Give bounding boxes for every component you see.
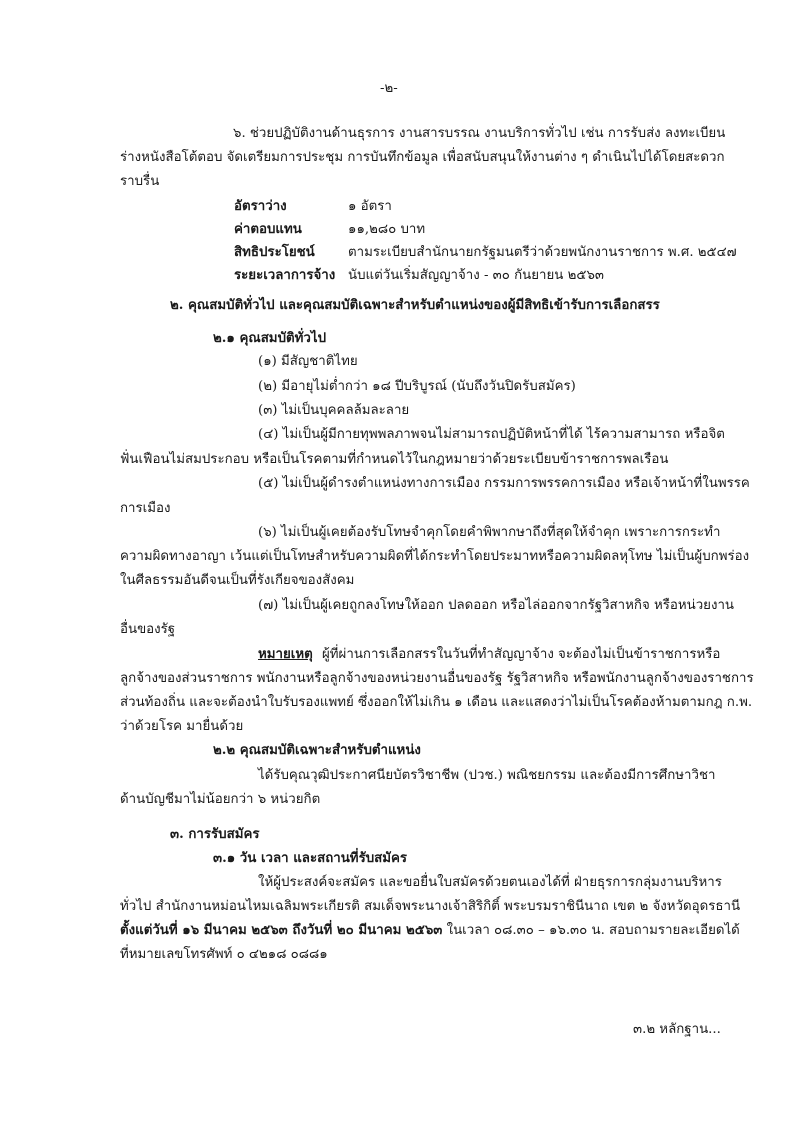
page-number: -๒- [380, 81, 398, 96]
job-info-value-salary: ๑๑,๒๘๐ บาท [348, 222, 426, 237]
job-info-value-benefits: ตามระเบียบสำนักนายกรัฐมนตรีว่าด้วยพนักงานราชการ พ.ศ. ๒๕๔๗ [348, 245, 737, 260]
qualification-7-line2: อื่นของรัฐ [120, 622, 176, 637]
continuation-marker: ๓.๒ หลักฐาน... [633, 1022, 721, 1037]
section3-1-line1: ให้ผู้ประสงค์จะสมัคร และขอยื่นใบสมัครด้วยตนเองได้ที่ ฝ่ายธุรการกลุ่มงานบริหาร [258, 875, 722, 890]
qualification-2: (๒) มีอายุไม่ต่ำกว่า ๑๘ ปีบริบูรณ์ (นับถึงวันปิดรับสมัคร) [258, 379, 576, 394]
section2-heading: ๒. คุณสมบัติทั่วไป และคุณสมบัติเฉพาะสำหรับตำแหน่งของผู้มีสิทธิเข้ารับการเลือกสรร [170, 298, 660, 313]
qualification-5-line2: การเมือง [120, 501, 171, 516]
qualification-6-line2: ความผิดทางอาญา เว้นแต่เป็นโทษสำหรับความผิดที่ได้กระทำโดยประมาทหรือความผิดลหุโทษ ไม่เป็นผู้บกพร่อง [120, 549, 750, 564]
job-info-value-vacancy: ๑ อัตรา [348, 199, 392, 214]
item6-line1: ๖. ช่วยปฏิบัติงานด้านธุรการ งานสารบรรณ งานบริการทั่วไป เช่น การรับส่ง ลงทะเบียน [233, 126, 726, 141]
item6-line3: ราบรื่น [120, 174, 160, 189]
section2-1-heading: ๒.๑ คุณสมบัติทั่วไป [213, 331, 327, 346]
qualification-7-line1: (๗) ไม่เป็นผู้เคยถูกลงโทษให้ออก ปลดออก หรือไล่ออกจากรัฐวิสาหกิจ หรือหน่วยงาน [258, 598, 735, 613]
section3-1-line2: ทั่วไป สำนักงานหม่อนไหมเฉลิมพระเกียรติ สมเด็จพระนางเจ้าสิริกิติ์ พระบรมราชินีนาถ เขต ๒ จังหวัดอุดรธานี [120, 899, 741, 914]
qualification-6-line1: (๖) ไม่เป็นผู้เคยต้องรับโทษจำคุกโดยคำพิพากษาถึงที่สุดให้จำคุก เพราะการกระทำ [258, 525, 721, 540]
section2-2-line1: ได้รับคุณวุฒิประกาศนียบัตรวิชาชีพ (ปวช.) พณิชยกรรม และต้องมีการศึกษาวิชา [258, 768, 716, 783]
note-line1: ผู้ที่ผ่านการเลือกสรรในวันที่ทำสัญญาจ้าง จะต้องไม่เป็นข้าราชการหรือ [322, 647, 721, 662]
qualification-5-line1: (๕) ไม่เป็นผู้ดำรงตำแหน่งทางการเมือง กรรมการพรรคการเมือง หรือเจ้าหน้าที่ในพรรค [258, 476, 750, 491]
note-line2: ลูกจ้างของส่วนราชการ พนักงานหรือลูกจ้างของหน่วยงานอื่นของรัฐ รัฐวิสาหกิจ หรือพนักงานลูกจ้างของราชการ [120, 671, 754, 686]
qualification-1: (๑) มีสัญชาติไทย [258, 354, 358, 369]
section3-1-line3 [120, 922, 740, 940]
job-info-label-benefits: สิทธิประโยชน์ [234, 245, 315, 260]
section2-2-line2: ด้านบัญชีมาไม่น้อยกว่า ๖ หน่วยกิต [120, 792, 321, 807]
note-line4: ว่าด้วยโรค มายื่นด้วย [120, 719, 244, 734]
qualification-4-line1: (๔) ไม่เป็นผู้มีกายทุพพลภาพจนไม่สามารถปฏิบัติหน้าที่ได้ ไร้ความสามารถ หรือจิต [258, 427, 725, 442]
item6-line2: ร่างหนังสือโต้ตอบ จัดเตรียมการประชุม การบันทึกข้อมูล เพื่อสนับสนุนให้งานต่าง ๆ ดำเนินไปได้โดยสะดวก [120, 150, 725, 165]
qualification-3: (๓) ไม่เป็นบุคคลล้มละลาย [258, 403, 410, 418]
section3-1-line4: ที่หมายเลขโทรศัพท์ ๐ ๔๒๑๘ ๐๘๘๑ [120, 947, 328, 962]
job-info-label-salary: ค่าตอบแทน [234, 222, 302, 237]
qualification-6-line3: ในศีลธรรมอันดีจนเป็นที่รังเกียจของสังคม [120, 573, 355, 588]
job-info-label-vacancy: อัตราว่าง [234, 199, 287, 214]
application-period: ตั้งแต่วันที่ ๑๖ มีนาคม ๒๕๖๓ ถึงวันที่ ๒๐ มีนาคม ๒๕๖๓ [120, 923, 443, 938]
section2-2-heading: ๒.๒ คุณสมบัติเฉพาะสำหรับตำแหน่ง [213, 743, 421, 758]
note-label: หมายเหตุ [258, 647, 313, 662]
qualification-4-line2: ฟั่นเฟือนไม่สมประกอบ หรือเป็นโรคตามที่กำหนดไว้ในกฎหมายว่าด้วยระเบียบข้าราชการพลเรือน [120, 452, 669, 467]
job-info-label-duration: ระยะเวลาการจ้าง [234, 268, 336, 283]
note-line3: ส่วนท้องถิ่น และจะต้องนำใบรับรองแพทย์ ซึ่งออกให้ไม่เกิน ๑ เดือน และแสดงว่าไม่เป็นโรคต้องห้ามตามกฎ ก.พ. [120, 695, 753, 710]
job-info-value-duration: นับแต่วันเริ่มสัญญาจ้าง - ๓๐ กันยายน ๒๕๖๓ [348, 268, 604, 283]
section3-1-heading: ๓.๑ วัน เวลา และสถานที่รับสมัคร [213, 851, 408, 866]
section3-heading: ๓. การรับสมัคร [170, 827, 260, 842]
application-hours: ในเวลา ๐๘.๓๐ – ๑๖.๓๐ น. สอบถามรายละเอียดได้ [442, 923, 740, 938]
